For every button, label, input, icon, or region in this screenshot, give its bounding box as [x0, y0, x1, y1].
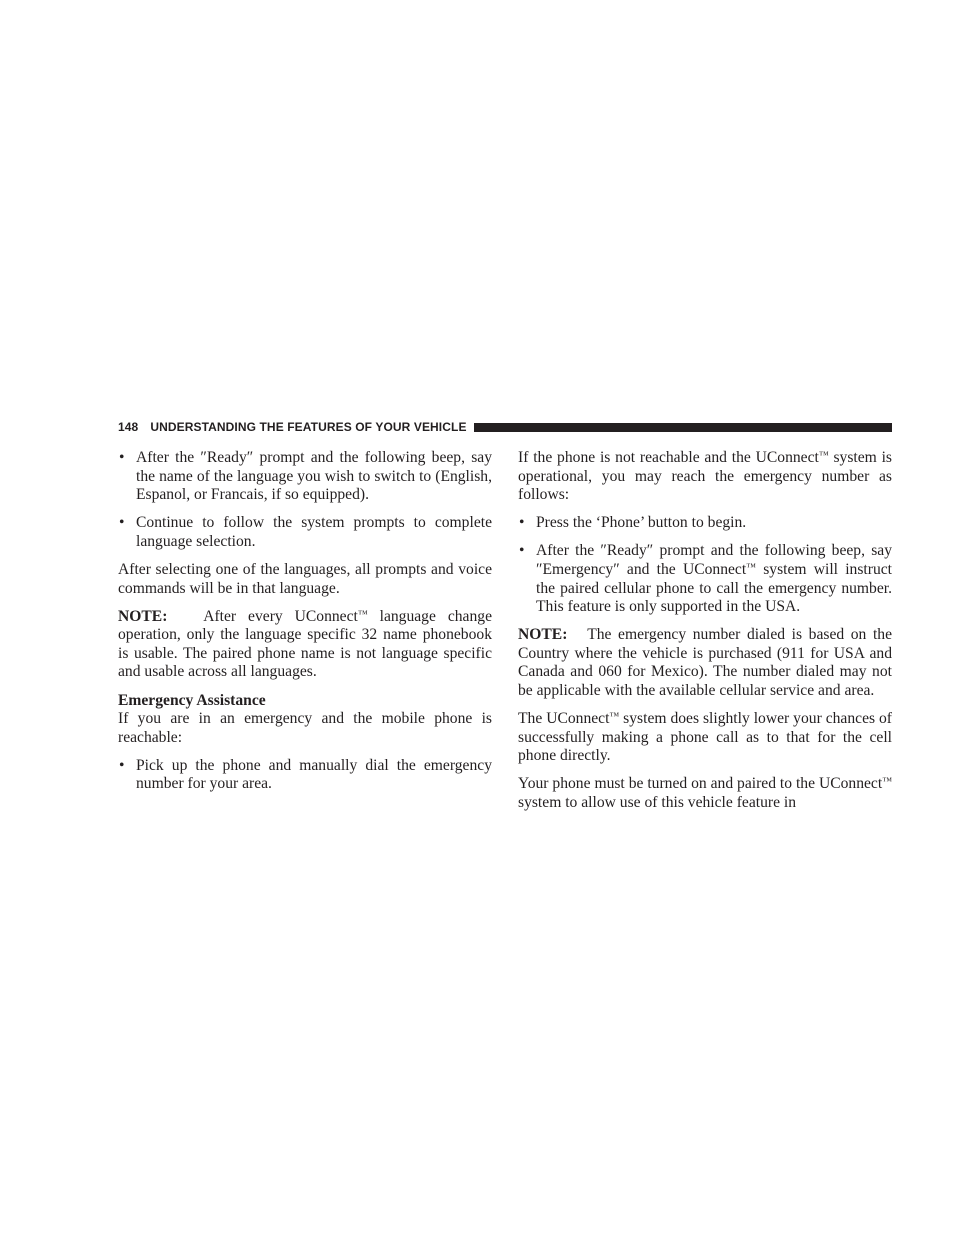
paragraph-text: system does slightly lower your chances of successfully making a phone call as to that for the cell phone directly. [518, 710, 892, 765]
note-text: After every UConnect [203, 607, 358, 625]
note-label: NOTE: [118, 607, 168, 625]
list-item [118, 514, 492, 551]
trademark-symbol: ™ [818, 450, 829, 461]
note-label: NOTE: [518, 626, 568, 644]
note-text: The emergency number dialed is based on the Country where the vehicle is purchased (911 for USA and Canada and 060 for Mexico). The number dialed may not be applicable with the available cellular service and area. [518, 626, 892, 700]
section-heading: Emergency Assistance [118, 691, 266, 709]
list-item-text: Press the ‘Phone’ button to begin. [536, 514, 747, 532]
trademark-symbol: ™ [746, 561, 756, 573]
page-number: 148 [118, 420, 139, 434]
trademark-symbol: ™ [609, 711, 620, 723]
bullet-icon: • [519, 514, 525, 532]
note-paragraph [518, 626, 892, 700]
paragraph-text: system is operational, you may reach the emergency number as follows: [518, 449, 892, 504]
trademark-symbol: ™ [882, 776, 892, 788]
list-item-text: Pick up the phone and manually dial the emergency number for your area. [136, 756, 492, 793]
paragraph-text: The UConnect [518, 710, 610, 728]
paragraph: If you are in an emergency and the mobile phone is reachable: [118, 710, 492, 746]
list-item [518, 542, 892, 616]
paragraph [518, 775, 892, 812]
header-rule [474, 423, 892, 432]
section-title: UNDERSTANDING THE FEATURES OF YOUR VEHICLE [150, 420, 467, 434]
bullet-icon: • [119, 449, 125, 466]
left-column [118, 449, 492, 804]
bullet-icon: • [119, 514, 125, 532]
trademark-symbol: ™ [357, 608, 368, 620]
list-item-text: Continue to follow the system prompts to complete language selection. [136, 514, 492, 550]
paragraph-text: If the phone is not reachable and the UConnect [518, 449, 819, 466]
paragraph [518, 449, 892, 505]
paragraph [518, 710, 892, 766]
page-header [118, 419, 892, 435]
bullet-icon: • [119, 756, 125, 774]
paragraph: After selecting one of the languages, all prompts and voice commands will be in that language. [118, 560, 492, 597]
paragraph-text: Your phone must be turned on and paired to the UConnect [518, 775, 883, 793]
list-item-text: After the ″Ready″ prompt and the following beep, say the name of the language you wish to switch to (English, Espanol, or Francais, if so equipped). [136, 449, 492, 504]
list-item [518, 514, 892, 533]
right-column [518, 449, 892, 813]
list-item-text: After the ″Ready″ prompt and the following beep, say ″Emergency″ and the UConnect [536, 542, 892, 578]
note-text: language change operation, only the language specific 32 name phonebook is usable. The paired phone name is not language specific and usable across all languages. [118, 607, 492, 681]
bullet-icon: • [519, 542, 525, 560]
paragraph-text: system to allow use of this vehicle feature in [518, 794, 797, 811]
note-paragraph [118, 608, 492, 682]
list-item-text: system will instruct the paired cellular phone to call the emergency number. This feature is only supported in the USA. [536, 560, 892, 616]
list-item [118, 757, 492, 794]
list-item [118, 449, 492, 505]
